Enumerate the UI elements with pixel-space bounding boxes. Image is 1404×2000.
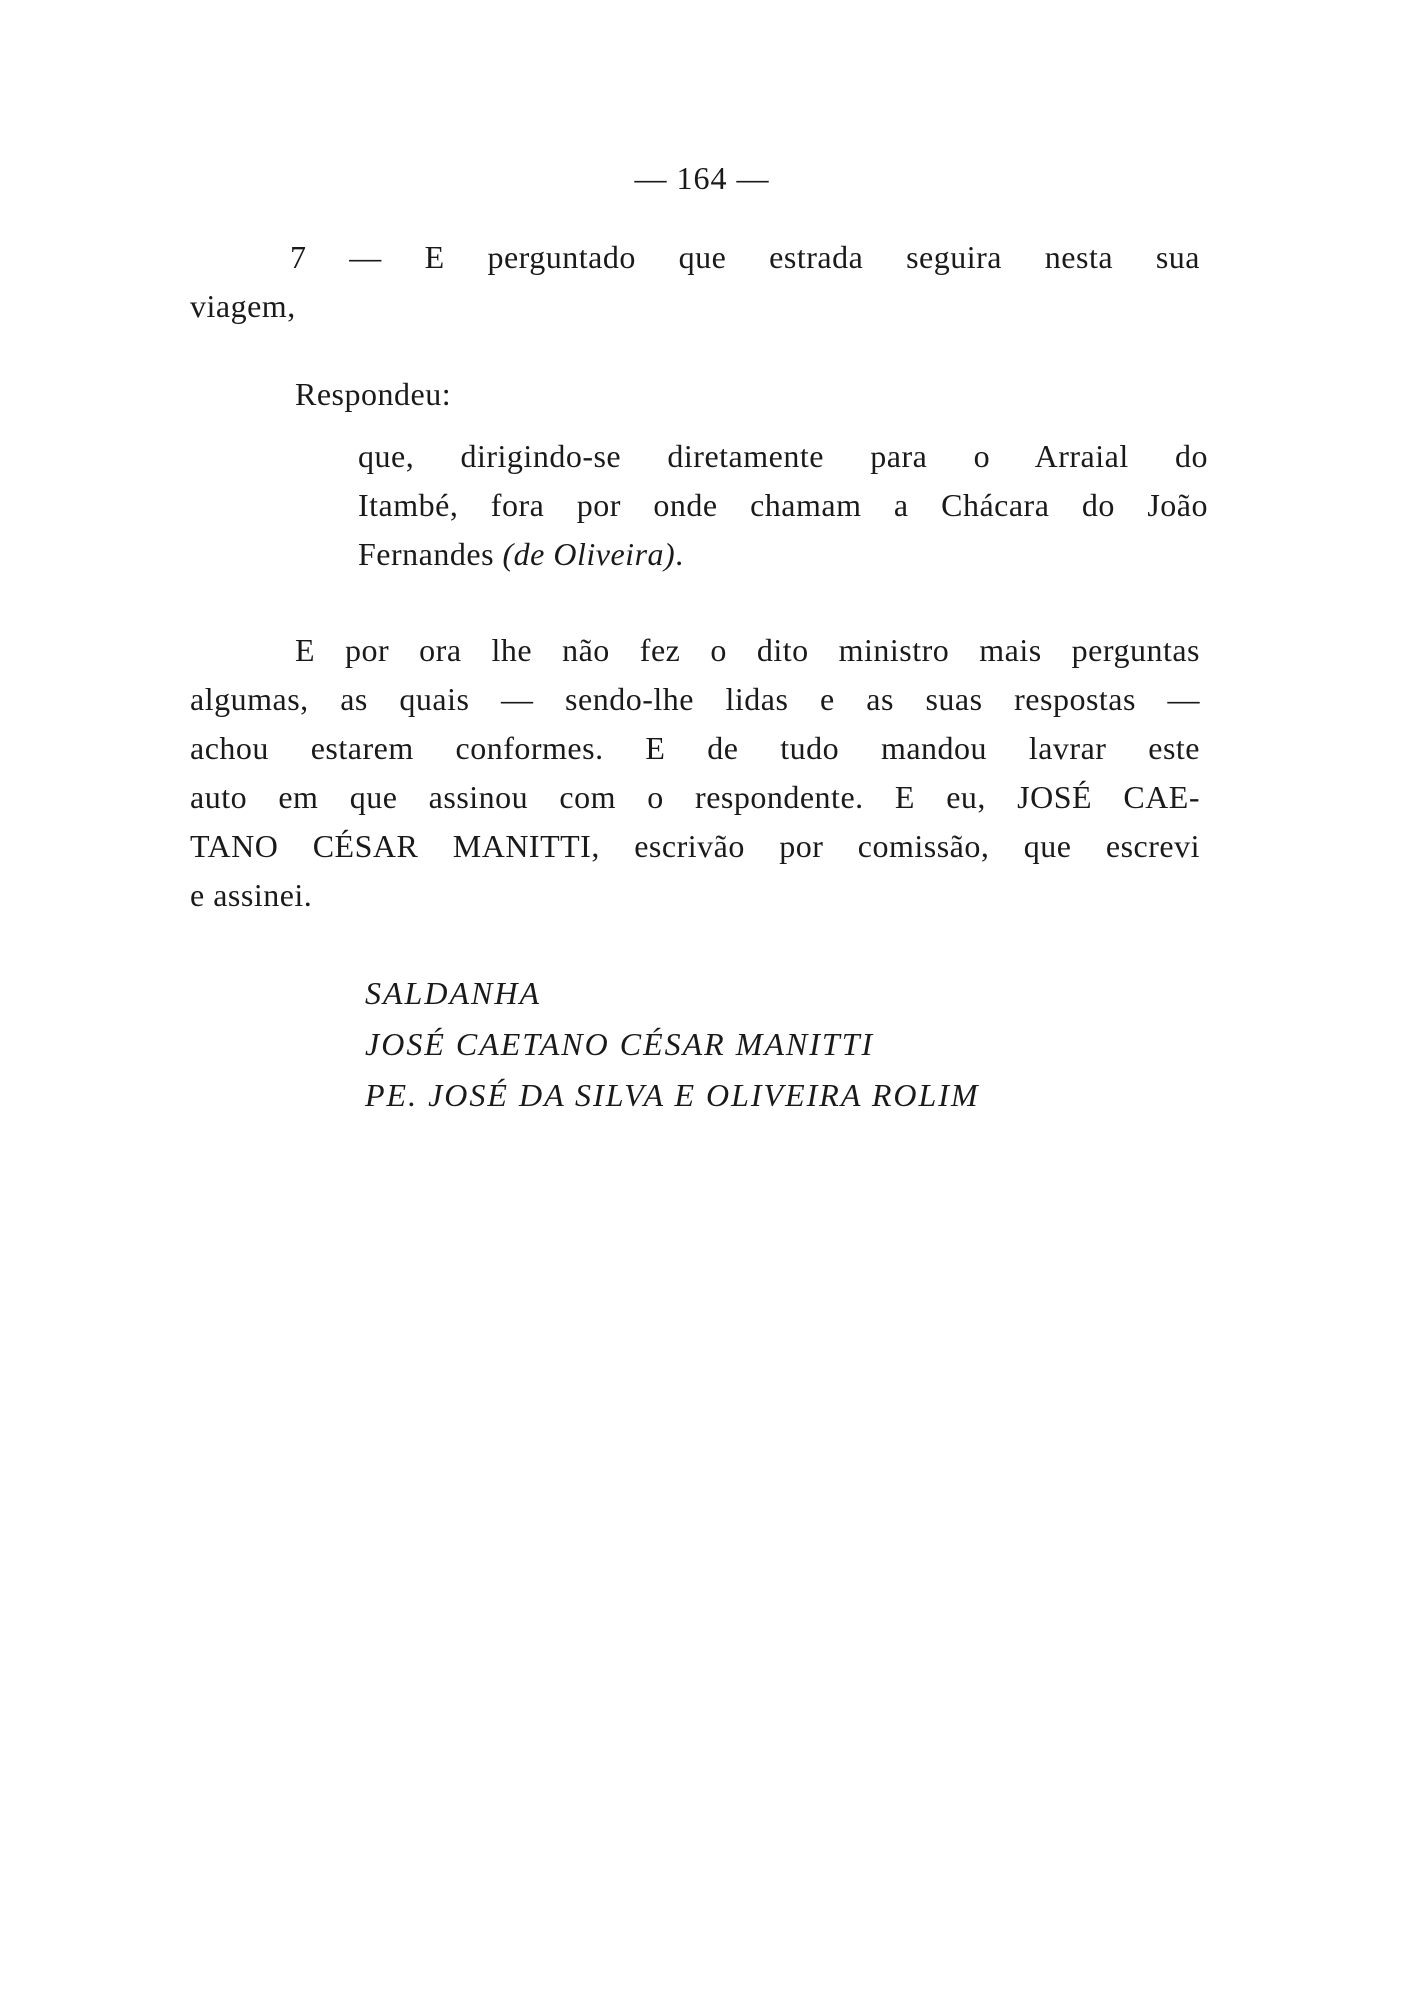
- answer-line-3-end: .: [675, 536, 684, 572]
- question-paragraph: [190, 233, 1200, 331]
- question-line-1: 7 — E perguntado que estrada seguira nesta sua: [290, 239, 1200, 275]
- signature-manitti: JOSÉ CAETANO CÉSAR MANITTI: [365, 1026, 875, 1062]
- page-number: — 164 —: [634, 160, 770, 196]
- closing-line-6: e assinei.: [190, 877, 313, 913]
- closing-line-3: achou estarem conformes. E de tudo mandou lavrar este: [190, 730, 1200, 766]
- answer-line-2: Itambé, fora por onde chamam a Chácara do João: [358, 487, 1208, 523]
- closing-line-1: E por ora lhe não fez o dito ministro mais perguntas: [295, 632, 1200, 668]
- signature-rolim: PE. JOSÉ DA SILVA E OLIVEIRA ROLIM: [365, 1077, 980, 1113]
- answer-line-3-italic: (de Oliveira): [502, 536, 676, 572]
- signature-saldanha: SALDANHA: [365, 975, 541, 1011]
- question-line-2: viagem,: [190, 288, 296, 324]
- closing-line-2: algumas, as quais — sendo-lhe lidas e as suas respostas —: [190, 681, 1200, 717]
- answer-line-3-plain: Fernandes: [358, 536, 503, 572]
- answer-paragraph: [358, 432, 1208, 579]
- signature-block: [365, 968, 980, 1121]
- closing-line-5: TANO CÉSAR MANITTI, escrivão por comissão, que escrevi: [190, 828, 1200, 864]
- response-label: Respondeu:: [295, 376, 452, 412]
- closing-paragraph: [190, 626, 1200, 920]
- answer-line-1: que, dirigindo-se diretamente para o Arraial do: [358, 438, 1208, 474]
- answer-line-3: [358, 530, 1208, 579]
- closing-line-4: auto em que assinou com o respondente. E eu, JOSÉ CAE-: [190, 779, 1200, 815]
